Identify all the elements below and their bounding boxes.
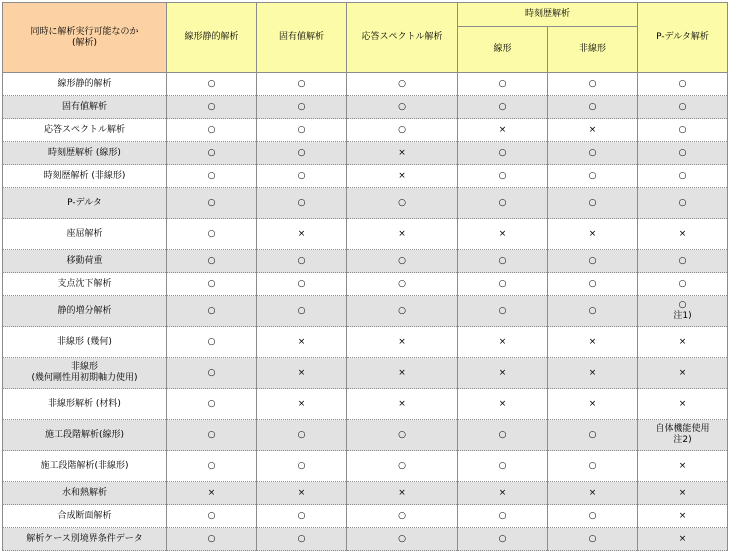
cell-value: ○	[498, 147, 507, 158]
cell-value: ×	[678, 510, 687, 521]
compatibility-cell	[167, 119, 257, 142]
cell-value: ○	[398, 533, 406, 544]
compatibility-cell	[167, 451, 257, 482]
compatibility-cell	[167, 505, 257, 528]
cell-value: ○	[588, 78, 597, 89]
cell-value: ×	[207, 487, 216, 498]
cell-value: ×	[297, 367, 306, 378]
compatibility-cell	[257, 327, 347, 358]
compatibility-cell	[638, 358, 728, 389]
cell-value: ×	[498, 487, 507, 498]
table-row	[3, 250, 728, 273]
table-row	[3, 73, 728, 96]
compatibility-cell	[638, 165, 728, 188]
compatibility-cell	[458, 327, 548, 358]
cell-value: ○	[678, 170, 687, 181]
compatibility-cell	[548, 296, 638, 327]
table-row	[3, 389, 728, 420]
cell-value: ○	[297, 78, 306, 89]
cell-value: ×	[678, 336, 687, 347]
compatibility-cell	[638, 482, 728, 505]
compatibility-cell	[458, 219, 548, 250]
compatibility-cell	[167, 96, 257, 119]
row-label-line: 水和熱解析	[61, 487, 107, 498]
compatibility-cell	[257, 296, 347, 327]
compatibility-cell	[257, 250, 347, 273]
row-label-line: 解析ケース別境界条件データ	[26, 533, 143, 544]
cell-value: ○	[498, 101, 507, 112]
table-row	[3, 505, 728, 528]
compatibility-cell	[257, 505, 347, 528]
compatibility-cell	[638, 505, 728, 528]
table-row	[3, 420, 728, 451]
compatibility-cell	[458, 482, 548, 505]
cell-value: ○	[498, 197, 507, 208]
cell-value: ×	[588, 367, 597, 378]
cell-value: ○	[207, 336, 216, 347]
cell-value: ○	[498, 170, 507, 181]
cell-value: ×	[588, 336, 597, 347]
compatibility-cell	[548, 119, 638, 142]
compatibility-cell	[548, 420, 638, 451]
row-label-line: 固有値解析	[61, 101, 107, 112]
row-label-line: 時刻歴解析 (非線形)	[43, 170, 126, 181]
table-row	[3, 296, 728, 327]
cell-value: ○	[398, 429, 406, 440]
compatibility-cell	[167, 389, 257, 420]
compatibility-cell	[638, 119, 728, 142]
compatibility-cell	[257, 142, 347, 165]
row-label	[3, 451, 167, 482]
sub-header-nonlinear: 非線形	[548, 27, 638, 73]
cell-value: ○	[207, 510, 216, 521]
compatibility-cell	[548, 358, 638, 389]
compatibility-cell	[548, 188, 638, 219]
compatibility-cell	[257, 96, 347, 119]
cell-value: ×	[498, 398, 507, 409]
cell-value: ×	[588, 487, 597, 498]
cell-value: ○	[297, 197, 306, 208]
cell-value: ○	[678, 300, 687, 310]
compatibility-cell	[257, 219, 347, 250]
cell-value: ○	[588, 255, 597, 266]
cell-value: ○	[207, 278, 216, 289]
compatibility-cell	[167, 327, 257, 358]
compatibility-cell	[458, 142, 548, 165]
cell-value: ○	[398, 124, 406, 135]
row-label-line: 非線形	[70, 362, 98, 372]
cell-value: ○	[297, 278, 306, 289]
cell-value: ○	[588, 305, 597, 316]
cell-value: ○	[297, 510, 306, 521]
cell-value: ○	[297, 429, 306, 440]
compatibility-cell	[257, 273, 347, 296]
cell-value: ○	[678, 78, 687, 89]
cell-value: ○	[588, 510, 597, 521]
cell-value: ○	[398, 255, 406, 266]
compatibility-cell	[347, 505, 458, 528]
compatibility-cell	[347, 296, 458, 327]
corner-header-line2: (解析)	[71, 37, 98, 48]
cell-value: ×	[498, 367, 507, 378]
cell-value: ×	[398, 487, 406, 498]
row-label-line: 非線形解析 (材料)	[48, 398, 121, 409]
cell-value: ×	[588, 228, 597, 239]
compatibility-cell	[548, 482, 638, 505]
table-row	[3, 451, 728, 482]
cell-value: ×	[498, 336, 507, 347]
cell-value: ×	[678, 533, 687, 544]
compatibility-cell	[257, 119, 347, 142]
compatibility-cell	[347, 96, 458, 119]
compatibility-cell	[638, 389, 728, 420]
table-row	[3, 96, 728, 119]
compatibility-cell	[347, 327, 458, 358]
cell-value: ×	[297, 398, 306, 409]
cell-value: ○	[588, 533, 597, 544]
compatibility-cell	[638, 96, 728, 119]
compatibility-cell	[548, 505, 638, 528]
compatibility-cell	[347, 188, 458, 219]
compatibility-cell	[347, 358, 458, 389]
corner-header-line1: 同時に解析実行可能なのか	[30, 26, 139, 37]
compatibility-cell	[167, 142, 257, 165]
compatibility-cell	[458, 505, 548, 528]
compatibility-cell	[347, 528, 458, 551]
column-header-p-delta: P-デルタ解析	[638, 3, 728, 73]
compatibility-cell	[347, 482, 458, 505]
cell-value: ○	[297, 533, 306, 544]
row-label-line: 合成断面解析	[57, 510, 112, 521]
compatibility-cell	[638, 273, 728, 296]
compatibility-cell	[347, 389, 458, 420]
row-label	[3, 273, 167, 296]
compatibility-cell	[548, 73, 638, 96]
cell-value: ×	[398, 170, 406, 181]
row-label	[3, 389, 167, 420]
row-label	[3, 188, 167, 219]
cell-value: ×	[678, 228, 687, 239]
row-label	[3, 358, 167, 389]
compatibility-cell	[257, 482, 347, 505]
compatibility-cell	[167, 219, 257, 250]
compatibility-cell	[458, 73, 548, 96]
cell-value: ×	[498, 228, 507, 239]
compatibility-cell	[167, 165, 257, 188]
cell-value: ○	[498, 305, 507, 316]
compatibility-cell	[167, 528, 257, 551]
cell-value: ○	[207, 124, 216, 135]
row-label	[3, 73, 167, 96]
table-row	[3, 327, 728, 358]
cell-value: ○	[297, 460, 306, 471]
cell-value: ○	[498, 78, 507, 89]
compatibility-cell	[548, 273, 638, 296]
cell-value: ○	[207, 460, 216, 471]
cell-value: ○	[588, 170, 597, 181]
row-label-line: 支点沈下解析	[57, 278, 112, 289]
cell-value: ○	[297, 124, 306, 135]
compatibility-cell	[257, 73, 347, 96]
cell-value: ×	[398, 398, 406, 409]
table-row	[3, 165, 728, 188]
row-label	[3, 505, 167, 528]
compatibility-cell	[638, 73, 728, 96]
row-label-line: 非線形 (幾何)	[57, 336, 112, 347]
cell-value: ○	[297, 170, 306, 181]
compatibility-cell	[257, 389, 347, 420]
compatibility-cell	[167, 73, 257, 96]
cell-value: ○	[207, 101, 216, 112]
compatibility-cell	[167, 358, 257, 389]
cell-value: ×	[678, 398, 687, 409]
row-label	[3, 219, 167, 250]
table-row	[3, 119, 728, 142]
compatibility-cell	[638, 528, 728, 551]
cell-value: ○	[588, 197, 597, 208]
cell-value: ○	[398, 510, 406, 521]
row-label-line: 静的増分解析	[57, 305, 112, 316]
cell-value: ○	[207, 78, 216, 89]
cell-value: ○	[678, 124, 687, 135]
cell-value: ×	[398, 367, 406, 378]
compatibility-cell	[548, 327, 638, 358]
table-row	[3, 273, 728, 296]
compatibility-cell	[257, 528, 347, 551]
row-label	[3, 528, 167, 551]
table-row	[3, 358, 728, 389]
cell-value: ○	[498, 278, 507, 289]
compatibility-cell	[548, 219, 638, 250]
cell-value: ×	[297, 487, 306, 498]
compatibility-cell	[458, 420, 548, 451]
cell-value: ×	[678, 367, 687, 378]
cell-value: 自体機能使用	[655, 424, 710, 434]
cell-value: ○	[498, 460, 507, 471]
compatibility-cell	[167, 250, 257, 273]
cell-value: 注2)	[673, 435, 692, 445]
cell-value: ○	[398, 78, 406, 89]
cell-value: ○	[207, 255, 216, 266]
cell-value: ○	[207, 398, 216, 409]
cell-value: ×	[398, 336, 406, 347]
compatibility-cell	[458, 250, 548, 273]
cell-value: ○	[398, 460, 406, 471]
row-label	[3, 165, 167, 188]
cell-value: ○	[297, 101, 306, 112]
table-body	[3, 73, 728, 551]
compatibility-cell	[347, 420, 458, 451]
table-row	[3, 482, 728, 505]
compatibility-cell	[458, 358, 548, 389]
column-header-linear-static: 線形静的解析	[167, 3, 257, 73]
cell-value: ×	[678, 460, 687, 471]
compatibility-cell	[638, 420, 728, 451]
cell-value: ○	[297, 147, 306, 158]
compatibility-cell	[638, 219, 728, 250]
row-label-line: (幾何剛性用初期軸力使用)	[31, 373, 138, 383]
compatibility-cell	[638, 451, 728, 482]
compatibility-cell	[458, 389, 548, 420]
compatibility-cell	[347, 165, 458, 188]
compatibility-cell	[167, 482, 257, 505]
compatibility-cell	[548, 389, 638, 420]
compatibility-cell	[257, 451, 347, 482]
cell-value: ×	[588, 124, 597, 135]
table-row	[3, 142, 728, 165]
compatibility-cell	[458, 96, 548, 119]
cell-value: ×	[398, 147, 406, 158]
cell-value: ○	[678, 197, 687, 208]
cell-value: ○	[398, 101, 406, 112]
cell-value: ○	[207, 197, 216, 208]
cell-value: ○	[588, 101, 597, 112]
row-label-line: 移動荷重	[66, 255, 103, 266]
cell-value: ○	[678, 255, 687, 266]
column-header-response-spectrum: 応答スペクトル解析	[347, 3, 458, 73]
compatibility-cell	[548, 96, 638, 119]
compatibility-cell	[257, 358, 347, 389]
compatibility-cell	[167, 420, 257, 451]
cell-value: ×	[297, 336, 306, 347]
cell-value: ○	[498, 429, 507, 440]
row-label	[3, 142, 167, 165]
compatibility-cell	[167, 296, 257, 327]
row-label-line: 時刻歴解析 (線形)	[48, 147, 121, 158]
compatibility-cell	[458, 273, 548, 296]
compatibility-cell	[638, 142, 728, 165]
compatibility-cell	[257, 165, 347, 188]
corner-header	[3, 3, 167, 73]
cell-value: 注1)	[673, 311, 692, 321]
row-label-line: P-デルタ	[67, 197, 102, 208]
table-row	[3, 188, 728, 219]
row-label-line: 線形静的解析	[57, 78, 112, 89]
cell-value: ○	[678, 147, 687, 158]
compatibility-cell	[347, 451, 458, 482]
cell-value: ×	[398, 228, 406, 239]
row-label	[3, 327, 167, 358]
compatibility-cell	[458, 528, 548, 551]
compatibility-cell	[347, 219, 458, 250]
compatibility-cell	[548, 451, 638, 482]
compatibility-cell	[458, 165, 548, 188]
compatibility-cell	[458, 119, 548, 142]
cell-value: ○	[588, 278, 597, 289]
cell-value: ○	[207, 305, 216, 316]
column-header-eigenvalue: 固有値解析	[257, 3, 347, 73]
cell-value: ○	[498, 533, 507, 544]
table-row	[3, 219, 728, 250]
compatibility-cell	[458, 296, 548, 327]
compatibility-cell	[458, 451, 548, 482]
cell-value: ○	[678, 101, 687, 112]
row-label	[3, 119, 167, 142]
cell-value: ○	[678, 278, 687, 289]
compatibility-cell	[458, 188, 548, 219]
cell-value: ○	[207, 170, 216, 181]
cell-value: ○	[398, 197, 406, 208]
row-label-line: 施工段階解析(非線形)	[40, 460, 129, 471]
cell-value: ○	[588, 460, 597, 471]
row-label-line: 施工段階解析(線形)	[44, 429, 125, 440]
cell-value: ○	[498, 510, 507, 521]
column-header-time-history: 時刻歴解析	[458, 3, 638, 27]
analysis-compatibility-table	[2, 2, 728, 551]
compatibility-cell	[347, 250, 458, 273]
cell-value: ×	[498, 124, 507, 135]
cell-value: ○	[398, 278, 406, 289]
cell-value: ○	[207, 533, 216, 544]
compatibility-cell	[167, 188, 257, 219]
cell-value: ○	[398, 305, 406, 316]
compatibility-cell	[638, 327, 728, 358]
cell-value: ○	[588, 429, 597, 440]
compatibility-cell	[548, 250, 638, 273]
row-label-line: 応答スペクトル解析	[43, 124, 125, 135]
row-label	[3, 296, 167, 327]
compatibility-cell	[347, 73, 458, 96]
compatibility-cell	[257, 420, 347, 451]
sub-header-linear: 線形	[458, 27, 548, 73]
compatibility-cell	[638, 188, 728, 219]
compatibility-cell	[347, 119, 458, 142]
cell-value: ○	[297, 305, 306, 316]
compatibility-cell	[548, 528, 638, 551]
cell-value: ○	[588, 147, 597, 158]
compatibility-cell	[638, 250, 728, 273]
cell-value: ○	[207, 228, 216, 239]
cell-value: ○	[297, 255, 306, 266]
compatibility-cell	[548, 165, 638, 188]
row-label	[3, 420, 167, 451]
cell-value: ○	[207, 429, 216, 440]
compatibility-cell	[167, 273, 257, 296]
compatibility-cell	[548, 142, 638, 165]
compatibility-cell	[347, 142, 458, 165]
row-label	[3, 482, 167, 505]
row-label-line: 座屈解析	[66, 228, 103, 239]
row-label	[3, 96, 167, 119]
cell-value: ○	[498, 255, 507, 266]
cell-value: ○	[207, 367, 216, 378]
cell-value: ×	[297, 228, 306, 239]
compatibility-cell	[257, 188, 347, 219]
cell-value: ×	[678, 487, 687, 498]
compatibility-cell	[638, 296, 728, 327]
compatibility-cell	[347, 273, 458, 296]
table-row	[3, 528, 728, 551]
cell-value: ○	[207, 147, 216, 158]
row-label	[3, 250, 167, 273]
cell-value: ×	[588, 398, 597, 409]
